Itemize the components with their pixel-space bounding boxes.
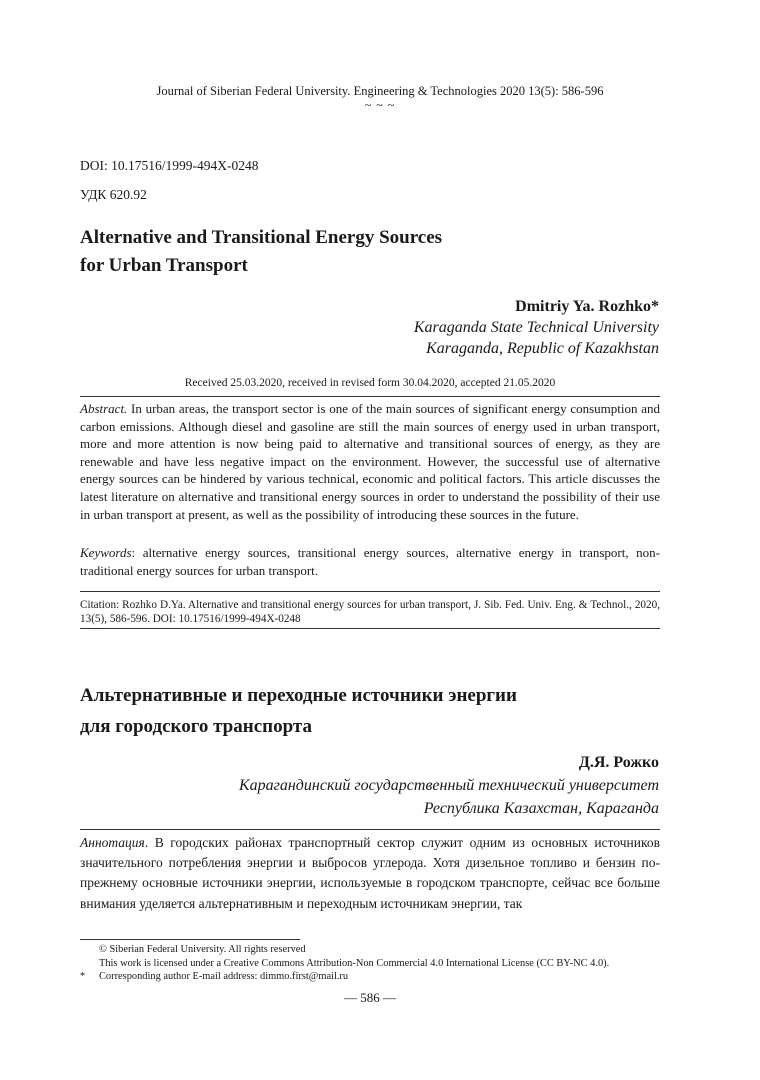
license-note: This work is licensed under a Creative Commons Attribution-Non Commercial 4.0 International License (CC BY-NC 4.0). — [99, 957, 610, 969]
udk-code: УДК 620.92 — [80, 187, 147, 202]
divider — [80, 829, 660, 830]
asterisk-mark: * — [80, 971, 86, 982]
received-dates: Received 25.03.2020, received in revised form 30.04.2020, accepted 21.05.2020 — [184, 377, 556, 389]
doi: DOI: 10.17516/1999-494X-0248 — [80, 158, 259, 173]
article-title-ru — [80, 680, 680, 742]
affiliation-line: Республика Казахстан, Караганда — [423, 800, 659, 817]
divider — [80, 628, 660, 629]
affiliation-line: Karaganda, Republic of Kazakhstan — [426, 340, 659, 357]
title-line: Alternative and Transitional Energy Sources — [80, 227, 443, 248]
abstract-text: . В городских районах транспортный сектор служит одним из основных источников значительного потребления энергии и выбросов углерода. Хотя дизельное топливо и бензин по-прежнему основные источники энергии, используемые в городском транспорте, сейчас все больше внимания уделяется альтернативным и переходным источникам энергии, так — [80, 835, 660, 911]
footnote-divider — [80, 939, 300, 940]
divider — [80, 396, 660, 397]
article-title-en — [80, 224, 680, 280]
abstract-label: Аннотация — [80, 835, 145, 850]
corresponding-text: Corresponding author E-mail address: dimmo.first@mail.ru — [99, 971, 349, 982]
abstract-label: Abstract. — [80, 401, 128, 416]
author-block-ru — [159, 751, 659, 820]
abstract-ru — [80, 833, 660, 914]
title-line: for Urban Transport — [80, 255, 248, 276]
author-name: Dmitriy Ya. Rozhko* — [515, 298, 659, 315]
title-line: Альтернативные и переходные источники энергии — [80, 685, 517, 706]
abstract-en — [80, 400, 660, 523]
author-block-en — [159, 296, 659, 359]
abstract-text: In urban areas, the transport sector is one of the main sources of significant energy consumption and carbon emissions. Although diesel and gasoline are still the main sources of energy used in urban transport, more and more attention is now being paid to alternative and transitional sources of energy, as they are renewable and have less negative impact on the environment. However, the successful use of alternative energy sources can be hindered by various technical, economic and political factors. This article discusses the latest literature on alternative and transitional energy sources in order to understand the possibility of their use in urban transport at present, as well as the possibility of introducing these sources in the future. — [80, 401, 660, 522]
affiliation-line: Карагандинский государственный технический университет — [239, 777, 659, 794]
citation: Citation: Rozhko D.Ya. Alternative and transitional energy sources for urban transport, J. Sib. Fed. Univ. Eng. & Technol., 2020, 13(5), 586-596. DOI: 10.17516/1999-494X-0248 — [80, 599, 660, 626]
footnotes — [80, 943, 680, 984]
divider — [80, 591, 660, 592]
header-separator: ~ ~ ~ — [364, 98, 396, 112]
keywords-en — [80, 544, 660, 579]
corresponding-note — [80, 970, 680, 984]
journal-header: Journal of Siberian Federal University. Engineering & Technologies 2020 13(5): 586-596 — [156, 84, 604, 98]
affiliation-line: Karaganda State Technical University — [413, 319, 659, 336]
page-number: — 586 — — [344, 990, 396, 1005]
title-line: для городского транспорта — [80, 716, 312, 737]
keywords-label: Keywords — [80, 545, 132, 560]
keywords-text: : alternative energy sources, transitional energy sources, alternative energy in transport, non-traditional energy sources for urban transport. — [80, 545, 660, 578]
author-name: Д.Я. Рожко — [578, 754, 659, 771]
copyright-note: © Siberian Federal University. All rights reserved — [99, 944, 306, 955]
